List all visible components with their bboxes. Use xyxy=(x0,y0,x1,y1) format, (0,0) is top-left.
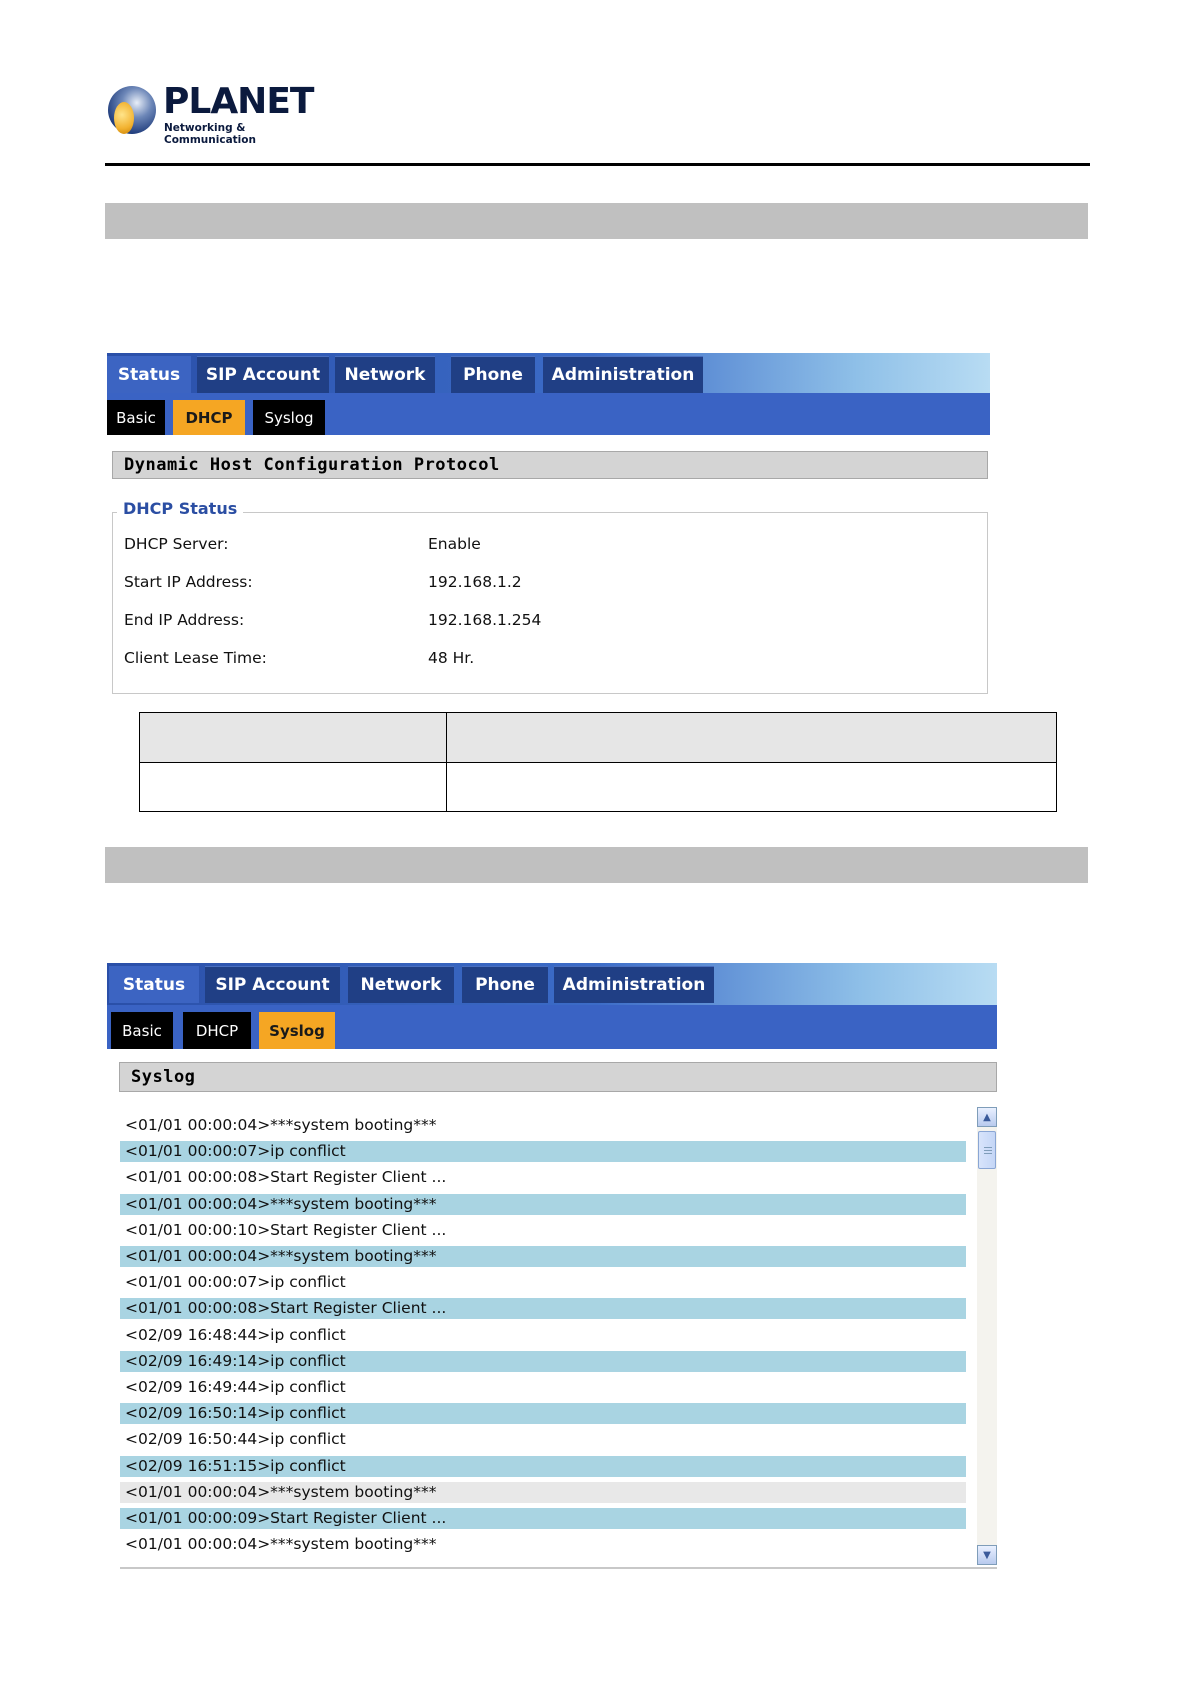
log-entry: <01/01 00:00:04>***system booting*** xyxy=(125,1535,437,1553)
field-label: Client Lease Time: xyxy=(124,649,267,667)
planet-logo xyxy=(108,81,314,146)
tab-status[interactable]: Status xyxy=(109,966,199,1003)
log-entry: <01/01 00:00:04>***system booting*** xyxy=(120,1246,966,1267)
tab-phone[interactable]: Phone xyxy=(451,356,535,393)
field-label: Start IP Address: xyxy=(124,573,253,591)
subtab-dhcp[interactable]: DHCP xyxy=(183,1012,251,1049)
brand-tagline: Networking & Communication xyxy=(164,122,256,146)
subtab-basic[interactable]: Basic xyxy=(111,1012,173,1049)
log-entry: <01/01 00:00:09>Start Register Client ... xyxy=(120,1508,966,1529)
syslog-scrollbar[interactable] xyxy=(977,1107,997,1565)
log-entry: <01/01 00:00:08>Start Register Client ... xyxy=(125,1168,447,1186)
log-entry: <01/01 00:00:04>***system booting*** xyxy=(125,1116,437,1134)
tab-sip-account[interactable]: SIP Account xyxy=(205,966,340,1003)
scroll-thumb[interactable] xyxy=(978,1131,996,1169)
table-header-cell xyxy=(140,713,447,763)
tab-network[interactable]: Network xyxy=(348,966,454,1003)
field-value: 192.168.1.254 xyxy=(428,611,542,629)
dhcp-screenshot-nav xyxy=(107,353,990,435)
tab-phone[interactable]: Phone xyxy=(462,966,548,1003)
field-value: 192.168.1.2 xyxy=(428,573,522,591)
section-band-1 xyxy=(105,203,1088,239)
syslog-screenshot-nav xyxy=(107,963,997,1049)
log-entry: <02/09 16:50:44>ip conflict xyxy=(125,1430,346,1448)
subtab-basic[interactable]: Basic xyxy=(107,400,165,435)
syslog-list[interactable] xyxy=(120,1107,997,1569)
log-entry: <01/01 00:00:07>ip conflict xyxy=(125,1273,346,1291)
syslog-section-title: Syslog xyxy=(119,1062,997,1092)
tab-administration[interactable]: Administration xyxy=(554,966,714,1003)
scroll-up-icon[interactable]: ▲ xyxy=(977,1107,997,1127)
field-value: 48 Hr. xyxy=(428,649,475,667)
main-nav-bar xyxy=(107,353,990,393)
tab-network[interactable]: Network xyxy=(335,356,435,393)
scroll-down-icon[interactable]: ▼ xyxy=(977,1545,997,1565)
dhcp-section-title: Dynamic Host Configuration Protocol xyxy=(112,451,988,479)
log-entry: <01/01 00:00:04>***system booting*** xyxy=(120,1194,966,1215)
log-entry: <01/01 00:00:08>Start Register Client ... xyxy=(120,1298,966,1319)
field-value: Enable xyxy=(428,535,481,553)
tab-sip-account[interactable]: SIP Account xyxy=(197,356,329,393)
tab-administration[interactable]: Administration xyxy=(543,356,703,393)
field-label: DHCP Server: xyxy=(124,535,229,553)
swoosh-icon xyxy=(114,102,134,134)
sub-nav-bar xyxy=(107,393,990,435)
subtab-syslog[interactable]: Syslog xyxy=(253,400,325,435)
dhcp-status-group xyxy=(112,499,988,694)
dhcp-status-legend: DHCP Status xyxy=(117,499,243,518)
tab-status[interactable]: Status xyxy=(107,356,191,393)
log-entry: <02/09 16:48:44>ip conflict xyxy=(125,1326,346,1344)
log-entry: <01/01 00:00:04>***system booting*** xyxy=(120,1482,966,1503)
table-cell xyxy=(140,762,447,812)
table-header-cell xyxy=(447,713,1057,763)
table-cell xyxy=(447,762,1057,812)
brand-name: PLANET xyxy=(163,81,314,122)
field-label: End IP Address: xyxy=(124,611,245,629)
log-entry: <01/01 00:00:10>Start Register Client ... xyxy=(125,1221,447,1239)
header-divider xyxy=(105,163,1090,166)
log-entry: <02/09 16:49:14>ip conflict xyxy=(120,1351,966,1372)
main-nav-bar xyxy=(107,963,997,1005)
subtab-syslog[interactable]: Syslog xyxy=(259,1012,335,1049)
subtab-dhcp[interactable]: DHCP xyxy=(173,400,245,435)
section-band-2 xyxy=(105,847,1088,883)
log-entry: <01/01 00:00:07>ip conflict xyxy=(120,1141,966,1162)
log-entry: <02/09 16:51:15>ip conflict xyxy=(120,1456,966,1477)
log-entry: <02/09 16:49:44>ip conflict xyxy=(125,1378,346,1396)
empty-table xyxy=(139,712,1057,812)
sub-nav-bar xyxy=(107,1005,997,1049)
log-entry: <02/09 16:50:14>ip conflict xyxy=(120,1403,966,1424)
